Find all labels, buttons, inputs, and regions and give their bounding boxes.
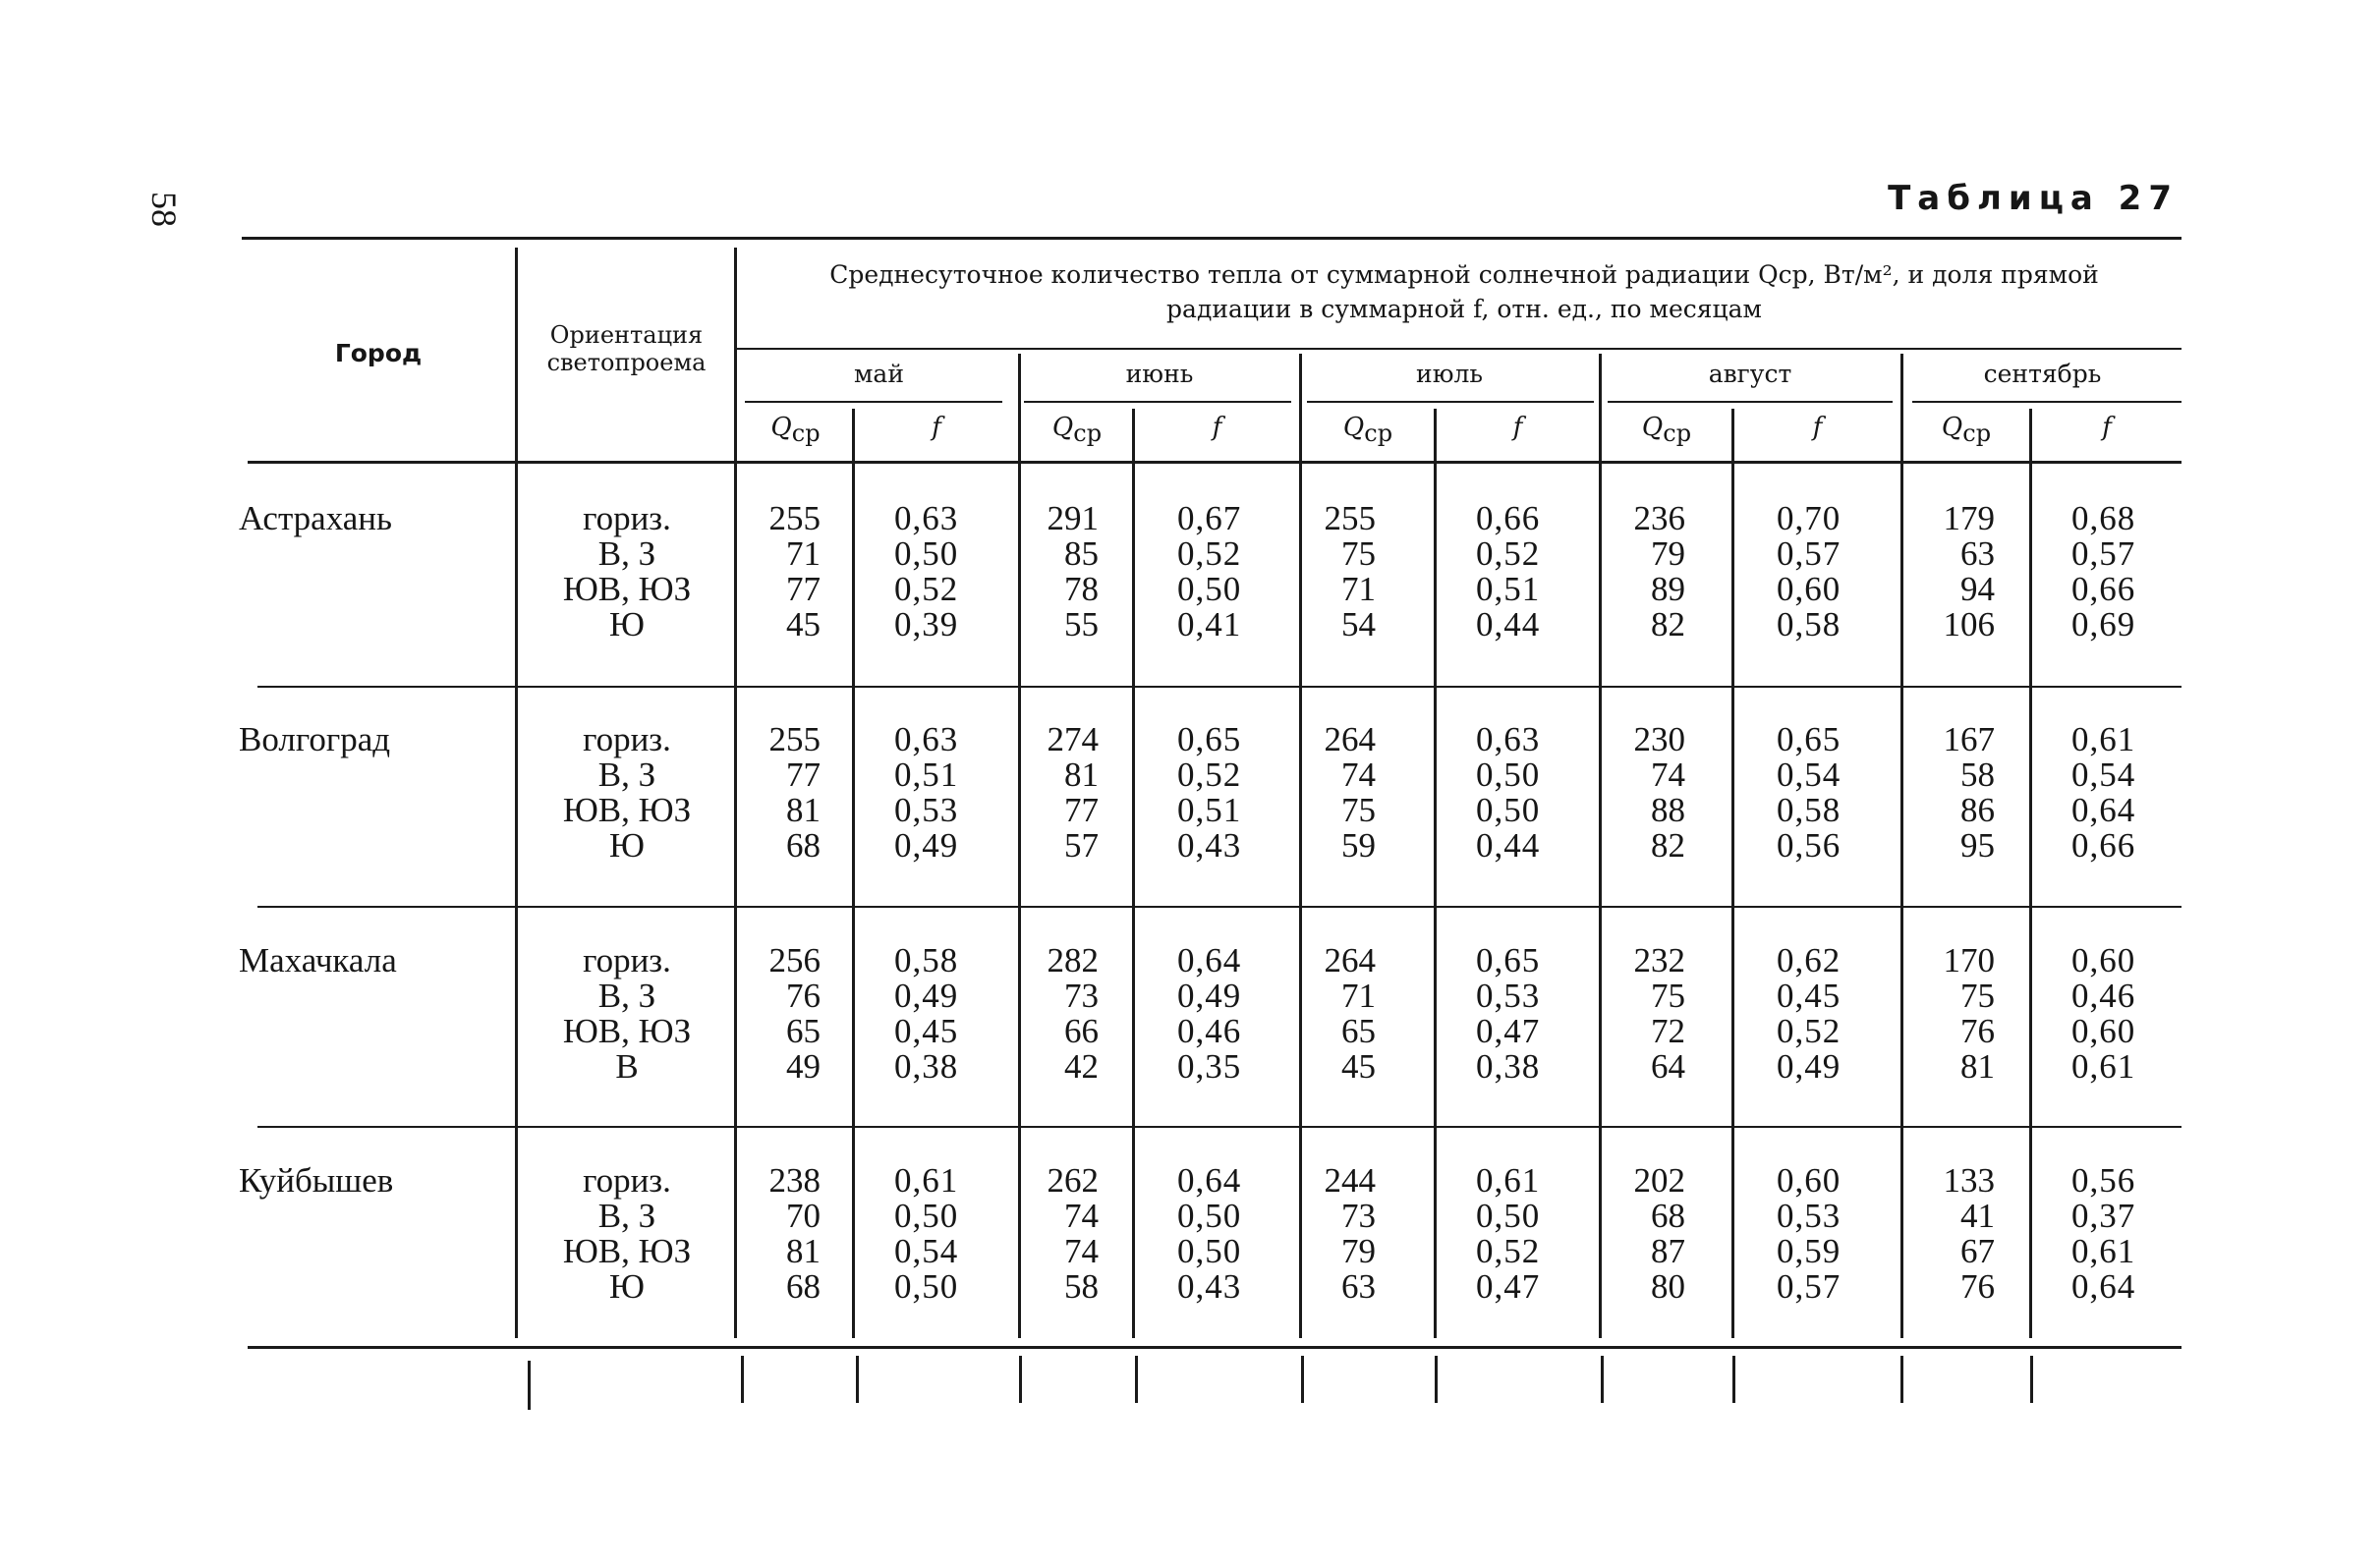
f-value: 0,43: [1177, 1267, 1242, 1306]
subheader-q: $Q_{ср}$: [1342, 413, 1393, 448]
orientation-label: В, З: [597, 534, 656, 573]
continuation-stub: [856, 1356, 859, 1403]
q-value: 75: [1960, 977, 1995, 1015]
f-value: 0,64: [2071, 1267, 2136, 1306]
subheader-q: $Q_{ср}$: [1941, 413, 1992, 448]
q-value: 74: [1341, 756, 1376, 794]
f-value: 0,57: [1777, 534, 1842, 573]
continuation-stub: [1135, 1356, 1138, 1403]
row-separator: [257, 686, 2182, 688]
city-name: Волгоград: [239, 720, 391, 758]
col-rule-august: [1599, 354, 1602, 1338]
f-value: 0,66: [1476, 499, 1541, 537]
orientation-label: В, З: [597, 1197, 656, 1235]
f-value: 0,66: [2071, 826, 2136, 865]
f-value: 0,62: [1777, 941, 1842, 979]
continuation-stub: [741, 1356, 744, 1403]
f-value: 0,61: [1476, 1161, 1541, 1200]
q-value: 274: [1047, 720, 1099, 758]
header-rule-july: [1307, 401, 1594, 403]
q-value: 80: [1651, 1267, 1685, 1306]
q-value: 87: [1651, 1232, 1685, 1270]
orientation-label: ЮВ, ЮЗ: [562, 791, 692, 829]
f-value: 0,43: [1177, 826, 1242, 865]
f-value: 0,46: [1177, 1012, 1242, 1050]
q-value: 264: [1324, 720, 1376, 758]
f-value: 0,52: [1177, 756, 1242, 794]
header-month-september: сентябрь: [1983, 360, 2102, 388]
orientation-label: ЮВ, ЮЗ: [562, 1232, 692, 1270]
orientation-label: В: [615, 1047, 639, 1086]
col-rule-july: [1299, 354, 1302, 1338]
f-value: 0,64: [1177, 1161, 1242, 1200]
f-value: 0,69: [2071, 605, 2136, 644]
f-value: 0,63: [894, 720, 959, 758]
q-value: 167: [1943, 720, 1995, 758]
q-value: 68: [786, 1267, 821, 1306]
q-value: 77: [786, 756, 821, 794]
header-rule-august: [1608, 401, 1893, 403]
f-value: 0,50: [894, 1267, 959, 1306]
q-value: 45: [1341, 1047, 1376, 1086]
q-value: 81: [1960, 1047, 1995, 1086]
f-value: 0,50: [894, 1197, 959, 1235]
f-value: 0,63: [894, 499, 959, 537]
q-value: 230: [1633, 720, 1685, 758]
subheader-f: f: [1212, 413, 1222, 442]
f-value: 0,51: [1476, 570, 1541, 608]
q-value: 57: [1064, 826, 1099, 865]
f-value: 0,47: [1476, 1012, 1541, 1050]
header-divider-months: [737, 348, 2182, 350]
q-value: 74: [1064, 1232, 1099, 1270]
header-rule-june: [1024, 401, 1291, 403]
f-value: 0,50: [1177, 1232, 1242, 1270]
f-value: 0,52: [1777, 1012, 1842, 1050]
q-value: 170: [1943, 941, 1995, 979]
q-value: 133: [1943, 1161, 1995, 1200]
f-value: 0,52: [1476, 534, 1541, 573]
f-value: 0,65: [1177, 720, 1242, 758]
q-value: 85: [1064, 534, 1099, 573]
f-value: 0,50: [1177, 1197, 1242, 1235]
q-value: 66: [1064, 1012, 1099, 1050]
subheader-f: f: [1512, 413, 1523, 442]
f-value: 0,47: [1476, 1267, 1541, 1306]
col-rule-june-q: [1132, 409, 1135, 1338]
q-value: 68: [786, 826, 821, 865]
col-rule-city: [515, 248, 518, 1338]
q-value: 202: [1633, 1161, 1685, 1200]
col-rule-september-q: [2029, 409, 2032, 1338]
f-value: 0,53: [1777, 1197, 1842, 1235]
q-value: 291: [1047, 499, 1099, 537]
continuation-stub: [1900, 1356, 1903, 1403]
f-value: 0,66: [2071, 570, 2136, 608]
q-value: 63: [1960, 534, 1995, 573]
f-value: 0,65: [1476, 941, 1541, 979]
q-value: 58: [1960, 756, 1995, 794]
f-value: 0,49: [1777, 1047, 1842, 1086]
q-value: 49: [786, 1047, 821, 1086]
orientation-label: В, З: [597, 756, 656, 794]
q-value: 42: [1064, 1047, 1099, 1086]
f-value: 0,56: [1777, 826, 1842, 865]
f-value: 0,41: [1177, 605, 1242, 644]
f-value: 0,61: [894, 1161, 959, 1200]
header-month-july: июль: [1416, 360, 1483, 388]
f-value: 0,60: [2071, 941, 2136, 979]
row-separator: [257, 1126, 2182, 1128]
orientation-label: гориз.: [583, 720, 671, 758]
q-value: 262: [1047, 1161, 1099, 1200]
q-value: 55: [1064, 605, 1099, 644]
q-value: 94: [1960, 570, 1995, 608]
table-top-rule: [242, 237, 2182, 240]
header-bottom-rule: [248, 461, 2182, 464]
continuation-stub: [1601, 1356, 1604, 1403]
q-value: 89: [1651, 570, 1685, 608]
city-name: Куйбышев: [239, 1161, 394, 1200]
q-value: 81: [786, 791, 821, 829]
orientation-label: гориз.: [583, 1161, 671, 1200]
f-value: 0,67: [1177, 499, 1242, 537]
f-value: 0,59: [1777, 1232, 1842, 1270]
table-bottom-rule: [248, 1346, 2182, 1349]
f-value: 0,39: [894, 605, 959, 644]
f-value: 0,49: [1177, 977, 1242, 1015]
f-value: 0,49: [894, 977, 959, 1015]
f-value: 0,52: [894, 570, 959, 608]
f-value: 0,45: [1777, 977, 1842, 1015]
f-value: 0,54: [1777, 756, 1842, 794]
col-rule-june: [1018, 354, 1021, 1338]
f-value: 0,64: [1177, 941, 1242, 979]
row-separator: [257, 906, 2182, 908]
q-value: 58: [1064, 1267, 1099, 1306]
f-value: 0,65: [1777, 720, 1842, 758]
f-value: 0,53: [1476, 977, 1541, 1015]
q-value: 264: [1324, 941, 1376, 979]
col-rule-july-q: [1434, 409, 1437, 1338]
q-value: 41: [1960, 1197, 1995, 1235]
f-value: 0,61: [2071, 1232, 2136, 1270]
f-value: 0,61: [2071, 720, 2136, 758]
f-value: 0,45: [894, 1012, 959, 1050]
subheader-f: f: [1812, 413, 1823, 442]
q-value: 79: [1651, 534, 1685, 573]
continuation-stub: [1019, 1356, 1022, 1403]
city-name: Махачкала: [239, 941, 397, 979]
f-value: 0,56: [2071, 1161, 2136, 1200]
q-value: 232: [1633, 941, 1685, 979]
q-value: 81: [1064, 756, 1099, 794]
q-value: 77: [1064, 791, 1099, 829]
f-value: 0,37: [2071, 1197, 2136, 1235]
q-value: 82: [1651, 826, 1685, 865]
f-value: 0,57: [1777, 1267, 1842, 1306]
f-value: 0,38: [1476, 1047, 1541, 1086]
orientation-label: Ю: [609, 826, 645, 865]
header-month-august: август: [1708, 360, 1792, 388]
f-value: 0,54: [2071, 756, 2136, 794]
q-value: 65: [786, 1012, 821, 1050]
subheader-q: $Q_{ср}$: [770, 413, 821, 448]
f-value: 0,35: [1177, 1047, 1242, 1086]
f-value: 0,60: [1777, 570, 1842, 608]
orientation-label: ЮВ, ЮЗ: [562, 570, 692, 608]
f-value: 0,53: [894, 791, 959, 829]
f-value: 0,51: [1177, 791, 1242, 829]
q-value: 76: [1960, 1012, 1995, 1050]
col-rule-may-q: [852, 409, 855, 1338]
f-value: 0,44: [1476, 605, 1541, 644]
f-value: 0,52: [1177, 534, 1242, 573]
q-value: 70: [786, 1197, 821, 1235]
subheader-q: $Q_{ср}$: [1051, 413, 1103, 448]
q-value: 73: [1064, 977, 1099, 1015]
q-value: 63: [1341, 1267, 1376, 1306]
q-value: 71: [786, 534, 821, 573]
orientation-label: Ю: [609, 1267, 645, 1306]
continuation-stub: [2030, 1356, 2033, 1403]
q-value: 86: [1960, 791, 1995, 829]
q-value: 72: [1651, 1012, 1685, 1050]
f-value: 0,44: [1476, 826, 1541, 865]
continuation-stub: [1435, 1356, 1438, 1403]
header-main-line2: радиации в суммарной f, отн. ед., по месяцам: [1166, 295, 1762, 323]
subheader-q: $Q_{ср}$: [1641, 413, 1692, 448]
q-value: 71: [1341, 570, 1376, 608]
header-city: Город: [334, 339, 423, 367]
q-value: 59: [1341, 826, 1376, 865]
q-value: 179: [1943, 499, 1995, 537]
q-value: 244: [1324, 1161, 1376, 1200]
orientation-label: В, З: [597, 977, 656, 1015]
page-number: 58: [144, 192, 184, 227]
q-value: 88: [1651, 791, 1685, 829]
f-value: 0,61: [2071, 1047, 2136, 1086]
q-value: 75: [1341, 791, 1376, 829]
q-value: 75: [1651, 977, 1685, 1015]
q-value: 282: [1047, 941, 1099, 979]
continuation-stub: [1732, 1356, 1735, 1403]
q-value: 82: [1651, 605, 1685, 644]
q-value: 64: [1651, 1047, 1685, 1086]
subheader-f: f: [2102, 413, 2112, 442]
f-value: 0,58: [1777, 605, 1842, 644]
q-value: 74: [1651, 756, 1685, 794]
orientation-label: гориз.: [583, 941, 671, 979]
q-value: 65: [1341, 1012, 1376, 1050]
q-value: 236: [1633, 499, 1685, 537]
f-value: 0,51: [894, 756, 959, 794]
col-rule-august-q: [1731, 409, 1734, 1338]
q-value: 76: [786, 977, 821, 1015]
city-name: Астрахань: [239, 499, 392, 537]
q-value: 54: [1341, 605, 1376, 644]
header-month-may: май: [853, 360, 904, 388]
q-value: 255: [768, 499, 821, 537]
q-value: 256: [768, 941, 821, 979]
q-value: 45: [786, 605, 821, 644]
q-value: 238: [768, 1161, 821, 1200]
q-value: 77: [786, 570, 821, 608]
header-month-june: июнь: [1125, 360, 1194, 388]
f-value: 0,50: [1476, 791, 1541, 829]
f-value: 0,49: [894, 826, 959, 865]
f-value: 0,68: [2071, 499, 2136, 537]
continuation-stub: [528, 1361, 531, 1410]
q-value: 81: [786, 1232, 821, 1270]
f-value: 0,60: [2071, 1012, 2136, 1050]
f-value: 0,58: [894, 941, 959, 979]
q-value: 71: [1341, 977, 1376, 1015]
header-main-line1: Среднесуточное количество тепла от суммарной солнечной радиации Qср, Вт/м², и доля прямой: [829, 260, 2099, 289]
f-value: 0,70: [1777, 499, 1842, 537]
f-value: 0,57: [2071, 534, 2136, 573]
f-value: 0,58: [1777, 791, 1842, 829]
orientation-label: Ю: [609, 605, 645, 644]
header-rule-september: [1912, 401, 2182, 403]
orientation-label: гориз.: [583, 499, 671, 537]
f-value: 0,50: [1476, 756, 1541, 794]
q-value: 255: [1324, 499, 1376, 537]
continuation-stub: [1301, 1356, 1304, 1403]
q-value: 68: [1651, 1197, 1685, 1235]
f-value: 0,52: [1476, 1232, 1541, 1270]
q-value: 95: [1960, 826, 1995, 865]
table-caption: Таблица 27: [1888, 179, 2179, 218]
q-value: 255: [768, 720, 821, 758]
header-orientation: Ориентация светопроема: [546, 321, 707, 376]
q-value: 76: [1960, 1267, 1995, 1306]
q-value: 79: [1341, 1232, 1376, 1270]
q-value: 74: [1064, 1197, 1099, 1235]
subheader-f: f: [932, 413, 941, 442]
f-value: 0,50: [1476, 1197, 1541, 1235]
q-value: 67: [1960, 1232, 1995, 1270]
q-value: 75: [1341, 534, 1376, 573]
f-value: 0,63: [1476, 720, 1541, 758]
f-value: 0,50: [894, 534, 959, 573]
q-value: 73: [1341, 1197, 1376, 1235]
f-value: 0,50: [1177, 570, 1242, 608]
q-value: 78: [1064, 570, 1099, 608]
f-value: 0,54: [894, 1232, 959, 1270]
f-value: 0,38: [894, 1047, 959, 1086]
q-value: 106: [1943, 605, 1995, 644]
f-value: 0,46: [2071, 977, 2136, 1015]
f-value: 0,64: [2071, 791, 2136, 829]
header-rule-may: [745, 401, 1002, 403]
col-rule-september: [1900, 354, 1903, 1338]
f-value: 0,60: [1777, 1161, 1842, 1200]
orientation-label: ЮВ, ЮЗ: [562, 1012, 692, 1050]
